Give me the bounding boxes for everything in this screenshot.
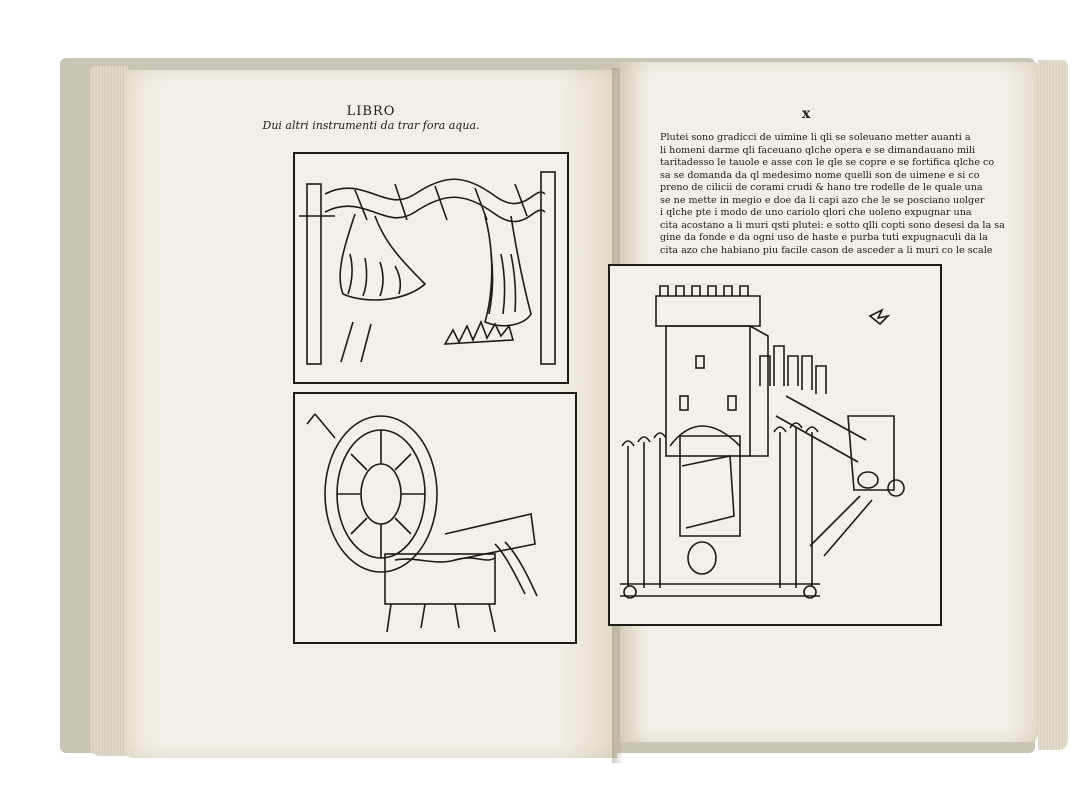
text-line: sa se domanda da ql medesimo nome quelli son de uimene e si co [660, 169, 980, 181]
folio-number: x [802, 106, 811, 122]
text-line: cita acostano a li muri qsti plutei: e sotto qlli copti sono desesi da la sa [660, 219, 1005, 231]
text-line: se ne mette in megio e doe da li capi azo che le se posciano uolger [660, 194, 985, 206]
siege-tower-woodcut [608, 264, 942, 626]
water-wheel-trough-woodcut [293, 392, 577, 644]
left-page-edges [90, 66, 128, 756]
text-line: li homeni darme qli faceuano qlche opera e se dimandauano mili [660, 144, 976, 156]
left-page [125, 70, 617, 758]
text-line: gine da fonde e da ogni uso de haste e purba tuti expugnaculi da la [660, 232, 988, 243]
heading-libro: LIBRO [346, 104, 396, 119]
page-heading [125, 104, 617, 132]
open-book [60, 58, 1035, 753]
right-page-edges [1038, 60, 1068, 750]
text-line: i qlche pte i modo de uno cariolo qlori che uoleno expugnar una [660, 207, 972, 218]
text-line: taritadesso le tauole e asse con le qle se copre e se fortifica qlche co [660, 157, 995, 168]
text-line: preno de cilicii de corami crudi & hano tre rodelle de le quale una [660, 182, 983, 193]
screw-water-lifter-woodcut [293, 152, 569, 384]
body-text [660, 132, 1005, 257]
text-line: Plutei sono gradicci de uimine li qli se soleuano metter auanti a [660, 132, 971, 143]
text-line: cita azo che habiano piu facile cason de asceder a li muri co le scale [660, 244, 993, 256]
right-page [620, 62, 1038, 742]
heading-subtitle: Dui altri instrumenti da trar fora aqua. [262, 119, 480, 132]
